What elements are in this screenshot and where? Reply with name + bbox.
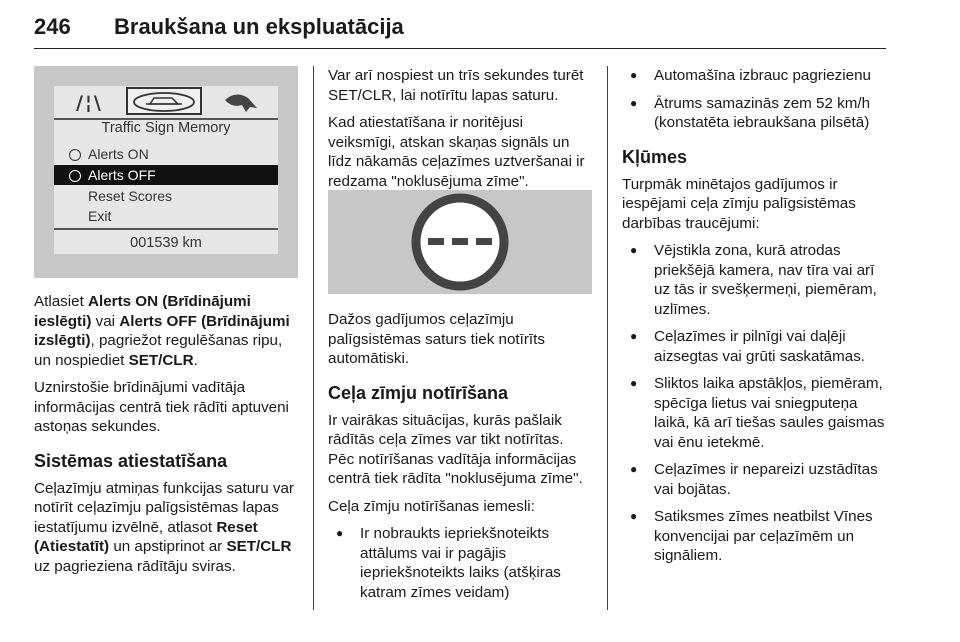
text: , pagriežot regulēšanas ripu, un nospiediet [34,332,283,369]
paragraph: Kad atiestatīšana ir noritējusi veiksmīgi, atskan skaņas signāls un līdz nākamās ceļazīmes uztveršanai ir redzama "noklusējuma zīme". [328,114,585,190]
default-sign-figure [328,190,592,294]
text: uz pagrieziena rādītāju sviras. [34,557,236,575]
list-item: ● Sliktos laika apstākļos, piemēram, spēcīga lietus vai sniegputeņa laikā, kā arī tiešas saules gaismas vai ēnu ietekmē. [622,374,890,452]
page-title: Braukšana un ekspluatācija [114,14,404,39]
radio-icon [69,170,81,182]
text: Atlasiet [34,293,89,310]
list-item: ● Ātrums samazinās zem 52 km/h (konstatēta iebraukšana pilsētā) [622,94,890,133]
menu-item-reset-scores [54,186,278,206]
lane-assist-icon: /¦\ [76,92,103,114]
list-item: ● Ceļazīmes ir pilnīgi vai daļēji aizsegtas vai grūti saskatāmas. [622,327,890,366]
bullet-list [622,241,890,566]
menu-item-alerts-on [54,144,278,164]
text: vai [91,312,120,330]
paragraph: Dažos gadījumos ceļazīmju palīgsistēmas saturs tiek notīrīts automātiski. [328,311,545,367]
bold-text: Alerts OFF (Brīdinājumi izslēgti) [34,312,290,349]
column-2-bottom [328,310,592,610]
bullet-list [328,524,592,602]
page-header [34,4,886,49]
menu-item-label: Exit [88,208,112,224]
text: Ceļazīmju atmiņas funkcijas saturu var notīrīt ceļazīmju palīgsistēmas lapas iestatījumu izvēlnē, atlasot [34,479,294,536]
list-item: ● Ceļazīmes ir nepareizi uzstādītas vai bojātas. [622,460,890,499]
menu-item-label: Alerts ON [88,146,149,162]
bold-text: SET/CLR [226,538,292,555]
bold-text: Alerts ON (Brīdinājumi ieslēgti) [34,293,251,330]
paragraph: Turpmāk minētajos gadījumos ir iespējami ceļa zīmju palīgsistēmas darbības traucējumi: [622,175,856,232]
menu-title: Traffic Sign Memory [101,120,231,136]
paragraph: Ir vairākas situācijas, kurās pašlaik rādītās ceļa zīmes var tikt notīrītas. Pēc notīrīšanas vadītāja informācijas centrā tiek rādīta "noklusējuma zīme". [328,411,583,487]
list-item: ● Vējstikla zona, kurā atrodas priekšējā kamera, nav tīra vai arī uz tās ir svešķermeņi, piemēram, uzlīmes. [622,241,890,319]
paragraph [34,292,298,370]
odometer-readout: 001539 km [54,228,278,254]
column-divider [313,66,314,610]
menu-item-exit [54,206,278,226]
info-display-screen [54,86,278,254]
section-heading: Sistēmas atiestatīšana [34,450,228,471]
page-number: 246 [34,14,71,39]
paragraph: Uznirstošie brīdinājumi vadītāja informācijas centrā tiek rādīti aptuveni astoņas sekundes. [34,379,289,435]
column-divider [607,66,608,610]
display-tab-bar [54,86,278,120]
default-sign-icon [328,190,592,294]
traffic-sign-icon [222,92,260,114]
selected-tab-frame [126,87,202,115]
radio-icon [69,149,81,161]
column-2-top [328,66,592,199]
bold-text: SET/CLR [128,351,194,369]
paragraph: Var arī nospiest un trīs sekundes turēt SET/CLR, lai notīrītu lapas saturu. [328,67,584,104]
menu-item-label: Reset Scores [88,188,173,204]
menu-item-alerts-off [54,165,278,185]
bold-text: Reset (Atiestatīt) [34,518,258,555]
text: un apstiprinot ar [109,538,227,555]
menu-item-label: Alerts OFF [88,167,156,183]
text: . [193,351,198,369]
paragraph [34,479,298,577]
list-item: ● Ir nobraukts iepriekšnoteikts attālums vai ir pagājis iepriekšnoteikts laiks (atšķiras katram zīmes veidam) [328,524,592,602]
display-figure [34,66,298,278]
column-1 [34,292,298,584]
bullet-list [622,66,890,133]
car-icon [128,89,200,113]
section-heading: Kļūmes [622,146,688,167]
column-3 [622,66,890,574]
paragraph: Ceļa zīmju notīrīšanas iemesli: [328,497,535,515]
list-item: ● Automašīna izbrauc pagriezienu [622,66,890,86]
section-heading: Ceļa zīmju notīrīšana [328,382,509,403]
list-item: ● Satiksmes zīmes neatbilst Vīnes konvencijai par ceļazīmēm un signāliem. [622,507,890,566]
